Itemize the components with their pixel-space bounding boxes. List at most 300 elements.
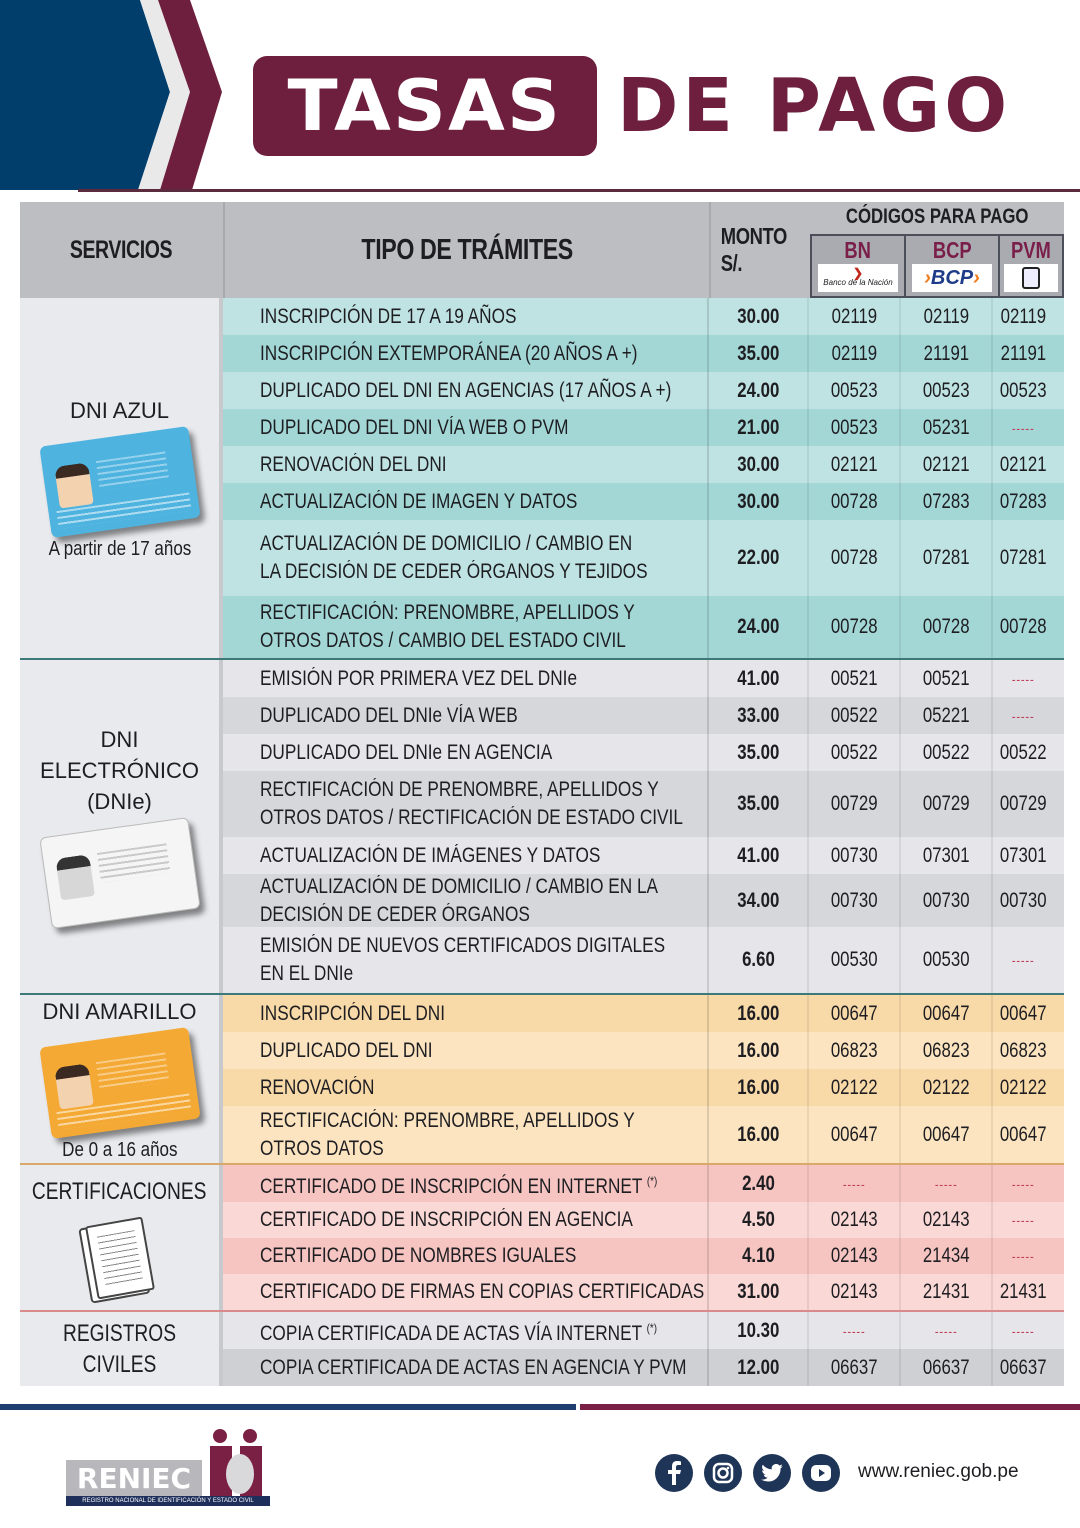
monto-value: 30.00 (736, 304, 780, 328)
tramite-cell (223, 702, 707, 730)
tramite-cell (223, 932, 707, 988)
code-pvm-value: 07301 (999, 843, 1047, 867)
bank-header-row (810, 234, 1064, 298)
tramite-text: CERTIFICADO DE NOMBRES IGUALES (260, 1244, 577, 1267)
footer-divider-red (580, 1404, 1080, 1410)
tramite-text: INSCRIPCIÓN EXTEMPORÁNEA (20 AÑOS A +) (260, 341, 638, 365)
service-cell (20, 995, 223, 1163)
tramite-text: COPIA CERTIFICADA DE ACTAS VÍA INTERNET (260, 1321, 642, 1345)
service-subtitle: A partir de 17 años (48, 538, 191, 560)
footnote-mark: (*) (646, 1320, 657, 1335)
table-row (223, 409, 1064, 446)
code-bcp-value: 00522 (922, 740, 970, 764)
code-pvm (991, 734, 1053, 771)
code-bn-value: 02119 (831, 304, 877, 328)
code-bn-value: 00728 (830, 546, 878, 569)
code-bn-value: 00729 (830, 792, 878, 815)
code-bn (807, 1106, 899, 1163)
rows (223, 660, 1064, 993)
code-bcp-value: 00729 (922, 792, 970, 815)
code-pvm (991, 1202, 1053, 1238)
monto-value: 35.00 (736, 740, 780, 764)
code-bn-value: 02143 (830, 1208, 878, 1231)
tramite-cell (223, 1354, 707, 1382)
monto-cell (707, 927, 807, 993)
fees-table (20, 202, 1064, 1388)
monto-cell (707, 1349, 807, 1386)
divider (78, 189, 1080, 192)
bank-pvm-label: PVM (1011, 237, 1051, 263)
monto-value: 30.00 (736, 452, 780, 476)
code-bn-value: 00530 (830, 948, 878, 971)
monto-value: 24.00 (736, 378, 780, 402)
tramite-text: EMISIÓN DE NUEVOS CERTIFICADOS DIGITALES (260, 934, 666, 957)
code-bn-value: 00728 (830, 615, 878, 638)
code-bn (807, 1202, 899, 1238)
code-pvm-value: 02122 (999, 1075, 1047, 1099)
code-bn (807, 596, 899, 658)
code-bcp (899, 874, 991, 927)
code-bn-value: 02143 (830, 1280, 878, 1303)
table-row (223, 1349, 1064, 1386)
rows (223, 1312, 1064, 1386)
reniec-figures-icon (204, 1428, 270, 1496)
code-bn (807, 335, 899, 372)
code-bcp-value: 00647 (922, 1122, 970, 1146)
tramite-text: DUPLICADO DEL DNI EN AGENCIAS (17 AÑOS A +) (260, 378, 672, 402)
bn-logo-text: Banco de la Nación (823, 278, 893, 287)
code-bn-value: 00523 (830, 378, 878, 402)
service-name: REGISTROS CIVILES (62, 1320, 177, 1378)
chevron-decoration (0, 0, 260, 195)
code-pvm (991, 874, 1053, 927)
tramite-cell (223, 1107, 707, 1163)
code-bcp (899, 298, 991, 335)
table-header (20, 202, 1064, 298)
code-bcp-value: 21434 (922, 1244, 970, 1267)
code-bcp-value: 00530 (922, 948, 970, 971)
code-bn (807, 446, 899, 483)
tramite-text: ACTUALIZACIÓN DE IMÁGENES Y DATOS (260, 843, 601, 867)
code-bn (807, 1349, 899, 1386)
dni-amarillo-card-icon (39, 1027, 200, 1139)
code-bn (807, 837, 899, 874)
code-pvm (991, 1349, 1053, 1386)
table-row (223, 927, 1064, 993)
monto-cell (707, 734, 807, 771)
code-bn-value: 00730 (830, 888, 878, 912)
tramite-cell (223, 303, 707, 331)
code-bcp (899, 483, 991, 520)
code-pvm (991, 372, 1053, 409)
code-pvm-value: ----- (1011, 1322, 1035, 1339)
tramite-text: DUPLICADO DEL DNIe EN AGENCIA (260, 740, 553, 764)
code-bn-value: 02119 (831, 341, 877, 365)
monto-value: 16.00 (736, 1038, 780, 1062)
monto-value: 33.00 (736, 703, 780, 727)
monto-cell (707, 1238, 807, 1274)
code-bcp (899, 1274, 991, 1310)
code-bcp-value: 00523 (922, 378, 970, 402)
title-rest: DE PAGO (617, 63, 1012, 149)
header-servicios: SERVICIOS (69, 235, 173, 264)
tramite-cell (223, 377, 707, 405)
monto-cell (707, 372, 807, 409)
monto-value: 22.00 (736, 546, 780, 569)
code-bcp-value: 00647 (922, 1001, 970, 1025)
section-dni-amarillo (20, 995, 1064, 1165)
code-bn (807, 483, 899, 520)
service-name-line: DNI (100, 727, 139, 752)
monto-cell (707, 596, 807, 658)
code-pvm (991, 927, 1053, 993)
code-bcp (899, 1106, 991, 1163)
code-bcp-value: 00521 (922, 666, 970, 690)
code-bn-value: ----- (842, 1322, 866, 1339)
table-row (223, 1312, 1064, 1349)
instagram-icon[interactable] (704, 1454, 742, 1492)
code-bcp (899, 1032, 991, 1069)
tramite-text: DUPLICADO DEL DNIe VÍA WEB (260, 703, 518, 727)
bank-pvm (1000, 236, 1062, 296)
code-bcp (899, 1165, 991, 1202)
reniec-logo-subtitle: REGISTRO NACIONAL DE IDENTIFICACIÓN Y ESTADO CIVIL (66, 1496, 270, 1506)
code-bcp-value: 02119 (923, 304, 969, 328)
code-pvm (991, 446, 1053, 483)
monto-value: 2.40 (741, 1171, 775, 1195)
document-icon (85, 1217, 155, 1300)
monto-value: 41.00 (736, 843, 780, 867)
rows (223, 995, 1064, 1163)
code-bcp-value: ----- (934, 1322, 958, 1339)
code-bcp (899, 837, 991, 874)
code-pvm (991, 1069, 1053, 1106)
code-bcp-value: 06823 (922, 1038, 970, 1062)
tramite-cell (223, 530, 707, 586)
tramite-text: ACTUALIZACIÓN DE IMAGEN Y DATOS (260, 489, 578, 513)
code-bn-value: 02143 (830, 1244, 878, 1267)
code-pvm (991, 1312, 1053, 1349)
table-row (223, 483, 1064, 520)
monto-value: 31.00 (736, 1280, 780, 1303)
table-row (223, 1032, 1064, 1069)
code-bn (807, 1274, 899, 1310)
code-pvm (991, 1106, 1053, 1163)
tramite-cell (223, 776, 707, 832)
code-bcp (899, 1349, 991, 1386)
tramite-text-line2: LA DECISIÓN DE CEDER ÓRGANOS Y TEJIDOS (260, 560, 648, 583)
code-bcp (899, 995, 991, 1032)
code-bn-value: 00523 (830, 415, 878, 439)
code-bn-value: 00522 (830, 740, 878, 764)
code-pvm (991, 335, 1053, 372)
tramite-cell (223, 665, 707, 693)
code-bcp-value: 07283 (922, 489, 970, 513)
tramite-text: CERTIFICADO DE FIRMAS EN COPIAS CERTIFICADAS (260, 1280, 705, 1303)
bcp-logo: ›BCP› (912, 264, 993, 292)
section-dni-azul (20, 298, 1064, 660)
code-bn (807, 697, 899, 734)
code-pvm-value: 00523 (999, 378, 1047, 402)
code-bcp (899, 1069, 991, 1106)
table-row (223, 1274, 1064, 1310)
code-pvm (991, 483, 1053, 520)
service-subtitle: De 0 a 16 años (61, 1139, 178, 1161)
tramite-text: RENOVACIÓN DEL DNI (260, 452, 447, 476)
code-bcp (899, 335, 991, 372)
tramite-text: DUPLICADO DEL DNI (260, 1038, 433, 1062)
monto-cell (707, 1165, 807, 1202)
code-bcp-value: 07281 (922, 546, 970, 569)
code-bcp (899, 596, 991, 658)
code-bcp-value: 00730 (922, 888, 970, 912)
code-bn (807, 1312, 899, 1349)
tramite-cell (223, 1242, 707, 1270)
code-bn (807, 520, 899, 596)
table-row (223, 1106, 1064, 1163)
service-cell (20, 298, 223, 658)
code-bcp (899, 660, 991, 697)
header-monto-text: MONTO S/. (720, 223, 787, 276)
code-bn (807, 1238, 899, 1274)
monto-cell (707, 874, 807, 927)
code-pvm (991, 1165, 1053, 1202)
service-cell (20, 1165, 223, 1310)
code-pvm-value: 21191 (1000, 341, 1046, 365)
code-pvm-value: ----- (1011, 952, 1035, 968)
table-row (223, 520, 1064, 596)
tramite-text: ACTUALIZACIÓN DE DOMICILIO / CAMBIO EN LA (260, 874, 659, 898)
code-bn-value: 00728 (830, 489, 878, 513)
tramite-cell (223, 1074, 707, 1102)
code-bcp-value: 07301 (922, 843, 970, 867)
dni-electronico-card-icon (39, 817, 200, 929)
code-pvm-value: ----- (1011, 670, 1035, 687)
code-bn-value: 00647 (830, 1122, 878, 1146)
monto-value: 4.50 (741, 1208, 775, 1231)
tramite-text: EMISIÓN POR PRIMERA VEZ DEL DNIe (260, 666, 578, 690)
service-cell (20, 660, 223, 993)
title-boxed (253, 56, 597, 156)
code-pvm-value: 06823 (999, 1038, 1047, 1062)
code-bn-value: 00522 (830, 703, 878, 727)
code-pvm-value: 02121 (999, 452, 1047, 476)
code-pvm (991, 995, 1053, 1032)
tramite-text-line2: EN EL DNIe (260, 962, 354, 985)
tramite-text-line2: DECISIÓN DE CEDER ÓRGANOS (260, 902, 530, 926)
tramite-text: INSCRIPCIÓN DEL DNI (260, 1001, 445, 1025)
code-bn (807, 995, 899, 1032)
tramite-text: COPIA CERTIFICADA DE ACTAS EN AGENCIA Y PVM (260, 1355, 687, 1379)
monto-value: 10.30 (736, 1318, 780, 1342)
table-row (223, 1069, 1064, 1106)
rows (223, 1165, 1064, 1310)
bank-bn (812, 236, 906, 296)
tramite-text-line2: OTROS DATOS / RECTIFICACIÓN DE ESTADO CIVIL (260, 806, 683, 829)
code-pvm-value: 21431 (999, 1280, 1047, 1303)
code-pvm-value: ----- (1011, 419, 1035, 436)
monto-cell (707, 660, 807, 697)
table-body (20, 298, 1064, 1388)
tramite-cell (223, 599, 707, 655)
tramite-cell (223, 414, 707, 442)
tramite-text-line2: OTROS DATOS (260, 1136, 384, 1160)
code-bn (807, 927, 899, 993)
website-link[interactable]: www.reniec.gob.pe (858, 1461, 1019, 1482)
header-codigos (810, 205, 1064, 229)
code-bn-value: ----- (842, 1175, 866, 1192)
monto-value: 12.00 (736, 1355, 780, 1379)
code-pvm (991, 771, 1053, 837)
tramite-text: RECTIFICACIÓN: PRENOMBRE, APELLIDOS Y (260, 601, 635, 624)
code-bcp-value: 02122 (922, 1075, 970, 1099)
bank-bcp-label: BCP (932, 237, 972, 263)
facebook-icon[interactable] (655, 1454, 693, 1492)
reniec-logo (66, 1428, 271, 1506)
monto-value: 16.00 (736, 1122, 780, 1146)
bn-swoosh-icon: ❯ (852, 266, 864, 280)
table-row (223, 697, 1064, 734)
tramite-cell (223, 1314, 707, 1348)
monto-value: 34.00 (736, 888, 780, 912)
code-pvm (991, 697, 1053, 734)
tramite-cell (223, 739, 707, 767)
code-pvm (991, 520, 1053, 596)
tramite-text: INSCRIPCIÓN DE 17 A 19 AÑOS (260, 304, 517, 328)
monto-cell (707, 483, 807, 520)
code-bn (807, 734, 899, 771)
monto-cell (707, 1106, 807, 1163)
tramite-cell (223, 873, 707, 929)
code-bcp (899, 446, 991, 483)
table-row (223, 335, 1064, 372)
code-pvm-value: 00647 (999, 1001, 1047, 1025)
code-pvm-value: 00728 (999, 615, 1047, 638)
code-pvm-value: 00647 (999, 1122, 1047, 1146)
tramite-cell (223, 1000, 707, 1028)
code-bcp (899, 1238, 991, 1274)
service-name: DNI AMARILLO (42, 999, 197, 1024)
code-pvm-value: 02119 (1000, 304, 1046, 328)
code-bcp (899, 927, 991, 993)
table-row (223, 1165, 1064, 1202)
code-pvm (991, 837, 1053, 874)
tramite-cell (223, 451, 707, 479)
code-pvm (991, 1238, 1053, 1274)
monto-value: 30.00 (736, 489, 780, 513)
code-pvm-value: 07283 (999, 489, 1047, 513)
code-pvm (991, 596, 1053, 658)
table-row (223, 660, 1064, 697)
code-pvm-value: 00730 (999, 888, 1047, 912)
monto-cell (707, 837, 807, 874)
tramite-text: CERTIFICADO DE INSCRIPCIÓN EN INTERNET (260, 1174, 643, 1198)
code-pvm (991, 409, 1053, 446)
monto-cell (707, 1202, 807, 1238)
tramite-cell (223, 842, 707, 870)
table-row (223, 995, 1064, 1032)
pvm-logo (1004, 264, 1059, 292)
tramite-text: RENOVACIÓN (260, 1075, 375, 1099)
code-pvm (991, 660, 1053, 697)
code-bn-value: 00730 (830, 843, 878, 867)
code-pvm-value: ----- (1011, 1212, 1035, 1228)
code-bn (807, 1069, 899, 1106)
code-bcp-value: 06637 (922, 1355, 970, 1379)
code-pvm-value: 06637 (999, 1355, 1047, 1379)
social-links (655, 1454, 840, 1492)
code-pvm (991, 298, 1053, 335)
monto-cell (707, 697, 807, 734)
monto-cell (707, 1069, 807, 1106)
service-cell (20, 1312, 223, 1386)
service-name: CERTIFICACIONES (32, 1178, 207, 1205)
monto-value: 35.00 (736, 792, 780, 815)
twitter-icon[interactable] (753, 1454, 791, 1492)
monto-value: 24.00 (736, 615, 780, 638)
tramite-cell (223, 1037, 707, 1065)
code-bn (807, 874, 899, 927)
code-bcp (899, 520, 991, 596)
tramite-text-line2: OTROS DATOS / CAMBIO DEL ESTADO CIVIL (260, 629, 626, 652)
monto-cell (707, 1312, 807, 1349)
code-bn (807, 1032, 899, 1069)
monto-cell (707, 1032, 807, 1069)
bank-bn-label: BN (844, 237, 872, 263)
youtube-icon[interactable] (802, 1454, 840, 1492)
code-bn-value: 02122 (830, 1075, 878, 1099)
code-bn-value: 00647 (830, 1001, 878, 1025)
code-pvm-value: 00729 (999, 792, 1047, 815)
pvm-kiosk-icon (1022, 267, 1040, 289)
monto-value: 35.00 (736, 341, 780, 365)
tramite-cell (223, 488, 707, 516)
section-certificaciones (20, 1165, 1064, 1312)
header-codigos-text: CÓDIGOS PARA PAGO (845, 205, 1029, 228)
table-row (223, 372, 1064, 409)
code-bcp-value: ----- (934, 1175, 958, 1192)
monto-value: 41.00 (736, 666, 780, 690)
monto-value: 4.10 (741, 1244, 775, 1267)
code-pvm-value: ----- (1011, 1248, 1035, 1264)
monto-value: 21.00 (736, 415, 780, 439)
code-bcp (899, 771, 991, 837)
table-row (223, 446, 1064, 483)
tramite-text: RECTIFICACIÓN DE PRENOMBRE, APELLIDOS Y (260, 778, 659, 801)
monto-cell (707, 335, 807, 372)
tramite-cell (223, 340, 707, 368)
bcp-logo-text: BCP (930, 266, 974, 289)
tramite-text: CERTIFICADO DE INSCRIPCIÓN EN AGENCIA (260, 1208, 633, 1231)
code-pvm-value: ----- (1011, 707, 1035, 724)
table-row (223, 298, 1064, 335)
monto-cell (707, 446, 807, 483)
code-pvm-value: 07281 (999, 546, 1047, 569)
code-bcp (899, 697, 991, 734)
tramite-cell (223, 1167, 707, 1201)
service-name-line: (DNIe) (87, 789, 152, 814)
table-row (223, 874, 1064, 927)
code-bcp-value: 02121 (922, 452, 970, 476)
code-bn-value: 06823 (830, 1038, 878, 1062)
header-banner (0, 0, 1080, 195)
service-name: DNI AZUL (69, 398, 170, 423)
monto-value: 16.00 (736, 1001, 780, 1025)
tramite-text: RECTIFICACIÓN: PRENOMBRE, APELLIDOS Y (260, 1108, 635, 1132)
tramite-text: DUPLICADO DEL DNI VÍA WEB O PVM (260, 415, 569, 439)
table-row (223, 734, 1064, 771)
monto-cell (707, 409, 807, 446)
